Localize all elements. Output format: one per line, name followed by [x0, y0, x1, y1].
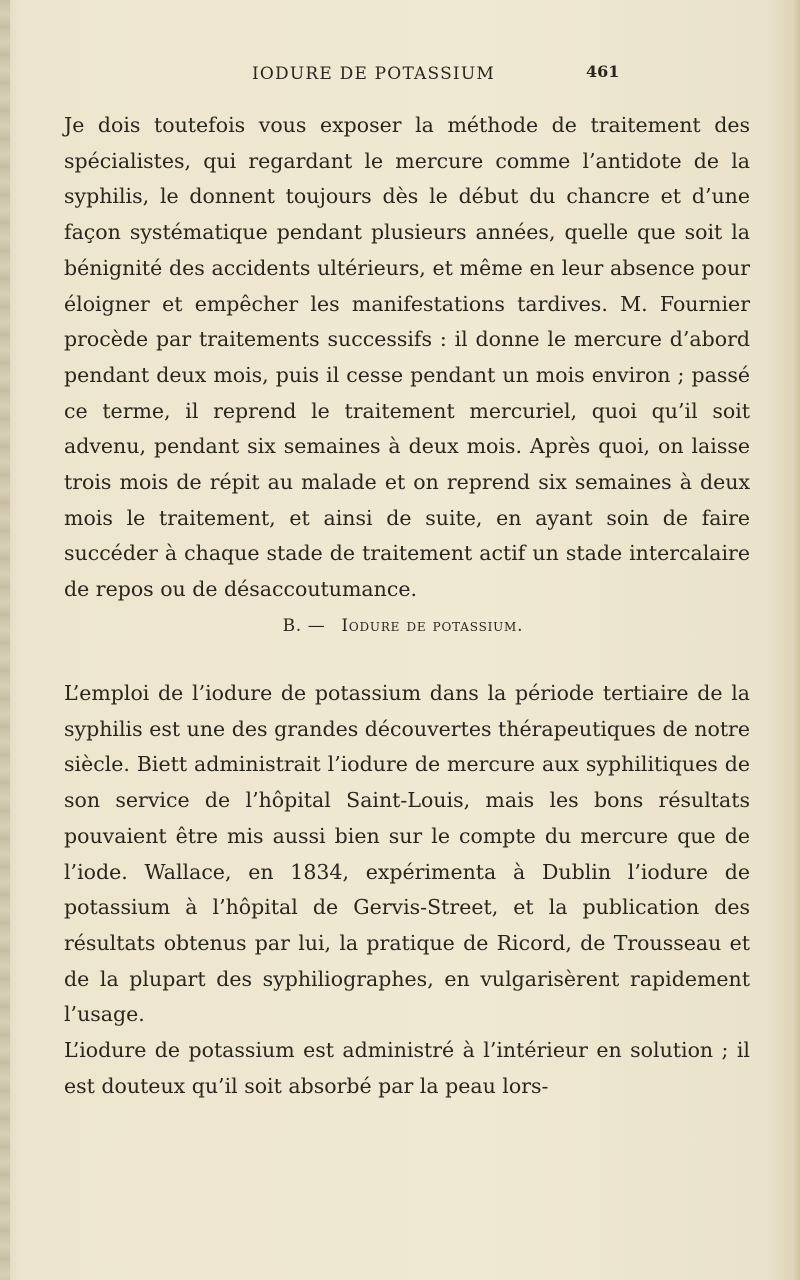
body-text-bottom — [64, 676, 750, 1104]
page-number: 461 — [586, 62, 620, 81]
paragraph: L’iodure de potassium est administré à l’intérieur en solution ; il est douteux qu’il soit absorbé par la peau lors- — [64, 1038, 750, 1098]
running-title: IODURE DE POTASSIUM — [252, 64, 495, 84]
page-edge — [792, 0, 800, 1280]
paragraph: L’emploi de l’iodure de potassium dans la période tertiaire de la syphilis est une des grandes découvertes thérapeutiques de notre siècle. Biett administrait l’iodure de mercure aux syphilitiques de son service de l’hôpital Saint-Louis, mais les bons résultats pouvaient être mis aussi bien sur le compte du mercure que de l’iode. Wallace, en 1834, expérimenta à Dublin l’iodure de potassium à l’hôpital de Gervis-Street, et la publication des résultats obtenus par lui, la pratique de Ricord, de Trousseau et de la plupart des syphiliographes, en vulgarisèrent rapidement l’usage. — [64, 681, 750, 1027]
book-gutter — [0, 0, 10, 1280]
paragraph: Je dois toutefois vous exposer la méthode de traitement des spécialistes, qui regardant le mercure comme l’antidote de la syphilis, le donnent toujours dès le début du chancre et d’une façon systématique pendant plusieurs années, quelle que soit la bénignité des accidents ultérieurs, et même en leur absence pour éloigner et empêcher les manifestations tardives. M. Fournier procède par traitements successifs : il donne le mercure d’abord pendant deux mois, puis il cesse pendant un mois environ ; passé ce terme, il reprend le traitement mercuriel, quoi qu’il soit advenu, pendant six semaines à deux mois. Après quoi, on laisse trois mois de répit au malade et on reprend six semaines à deux mois le traitement, et ainsi de suite, en ayant soin de faire succéder à chaque stade de traitement actif un stade intercalaire de repos ou de désaccoutumance. — [64, 113, 750, 602]
running-header — [60, 62, 760, 92]
section-title: Iodure de potassium. — [341, 616, 524, 636]
section-heading — [60, 616, 746, 636]
section-label: B. — — [282, 616, 326, 636]
body-text-top — [64, 108, 750, 608]
